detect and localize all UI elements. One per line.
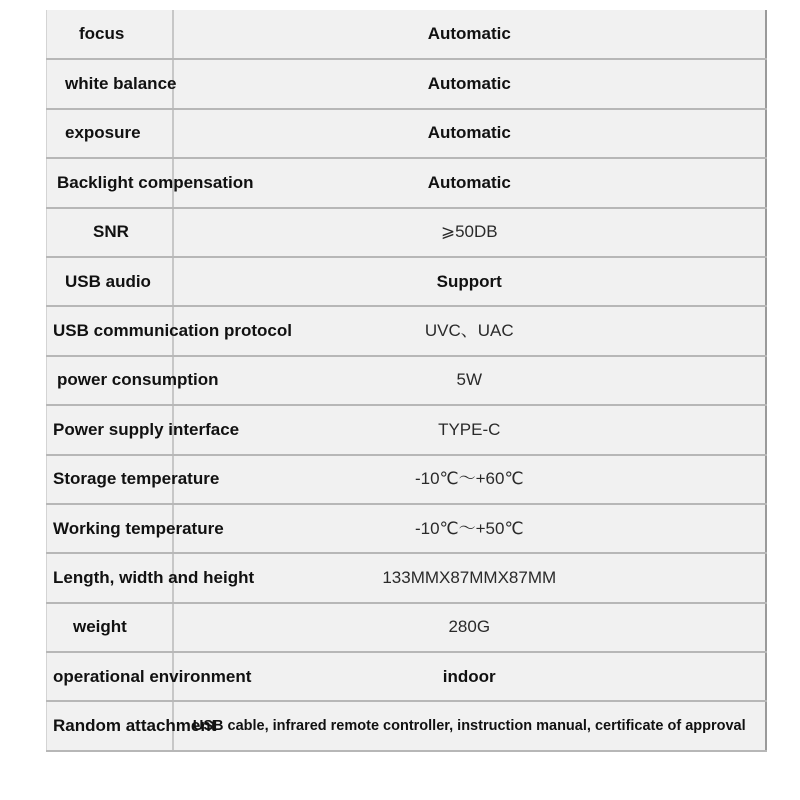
spec-row-operational-environment xyxy=(47,652,767,701)
spec-row-exposure xyxy=(47,109,767,158)
spec-row-backlight-compensation xyxy=(47,158,767,207)
spec-value-exposure: Automatic xyxy=(173,109,767,158)
spec-value-working-temperature: -10℃～+50℃ xyxy=(173,504,767,553)
spec-row-storage-temperature xyxy=(47,455,767,504)
spec-label-power-supply-interface: Power supply interface xyxy=(47,405,173,454)
specification-table xyxy=(46,10,767,752)
spec-value-dimensions: 133MMX87MMX87MM xyxy=(173,553,767,602)
spec-label-backlight-compensation: Backlight compensation xyxy=(47,158,173,207)
spec-row-power-consumption xyxy=(47,356,767,405)
spec-value-power-supply-interface: TYPE-C xyxy=(173,405,767,454)
spec-value-white-balance: Automatic xyxy=(173,59,767,108)
spec-row-weight xyxy=(47,603,767,652)
spec-label-snr: SNR xyxy=(47,208,173,257)
spec-value-weight: 280G xyxy=(173,603,767,652)
spec-row-snr xyxy=(47,208,767,257)
spec-row-random-attachment xyxy=(47,701,767,750)
spec-row-focus xyxy=(47,10,767,59)
spec-value-backlight-compensation: Automatic xyxy=(173,158,767,207)
spec-row-usb-protocol xyxy=(47,306,767,355)
spec-label-white-balance: white balance xyxy=(47,59,173,108)
spec-row-working-temperature xyxy=(47,504,767,553)
spec-value-storage-temperature: -10℃～+60℃ xyxy=(173,455,767,504)
spec-label-operational-environment: operational environment xyxy=(47,652,173,701)
spec-row-white-balance xyxy=(47,59,767,108)
spec-value-snr: ⩾50DB xyxy=(173,208,767,257)
spec-label-usb-protocol: USB communication protocol xyxy=(47,306,173,355)
spec-label-working-temperature: Working temperature xyxy=(47,504,173,553)
spec-label-usb-audio: USB audio xyxy=(47,257,173,306)
spec-value-focus: Automatic xyxy=(173,10,767,59)
spec-value-random-attachment: USB cable, infrared remote controller, instruction manual, certificate of approval xyxy=(173,701,767,750)
spec-label-weight: weight xyxy=(47,603,173,652)
spec-label-focus: focus xyxy=(47,10,173,59)
spec-label-power-consumption: power consumption xyxy=(47,356,173,405)
spec-label-dimensions: Length, width and height xyxy=(47,553,173,602)
spec-label-storage-temperature: Storage temperature xyxy=(47,455,173,504)
spec-row-dimensions xyxy=(47,553,767,602)
spec-value-usb-audio: Support xyxy=(173,257,767,306)
spec-value-power-consumption: 5W xyxy=(173,356,767,405)
spec-value-operational-environment: indoor xyxy=(173,652,767,701)
spec-row-power-supply-interface xyxy=(47,405,767,454)
spec-label-exposure: exposure xyxy=(47,109,173,158)
spec-row-usb-audio xyxy=(47,257,767,306)
spec-label-random-attachment: Random attachment xyxy=(47,701,173,750)
spec-value-usb-protocol: UVC、UAC xyxy=(173,306,767,355)
